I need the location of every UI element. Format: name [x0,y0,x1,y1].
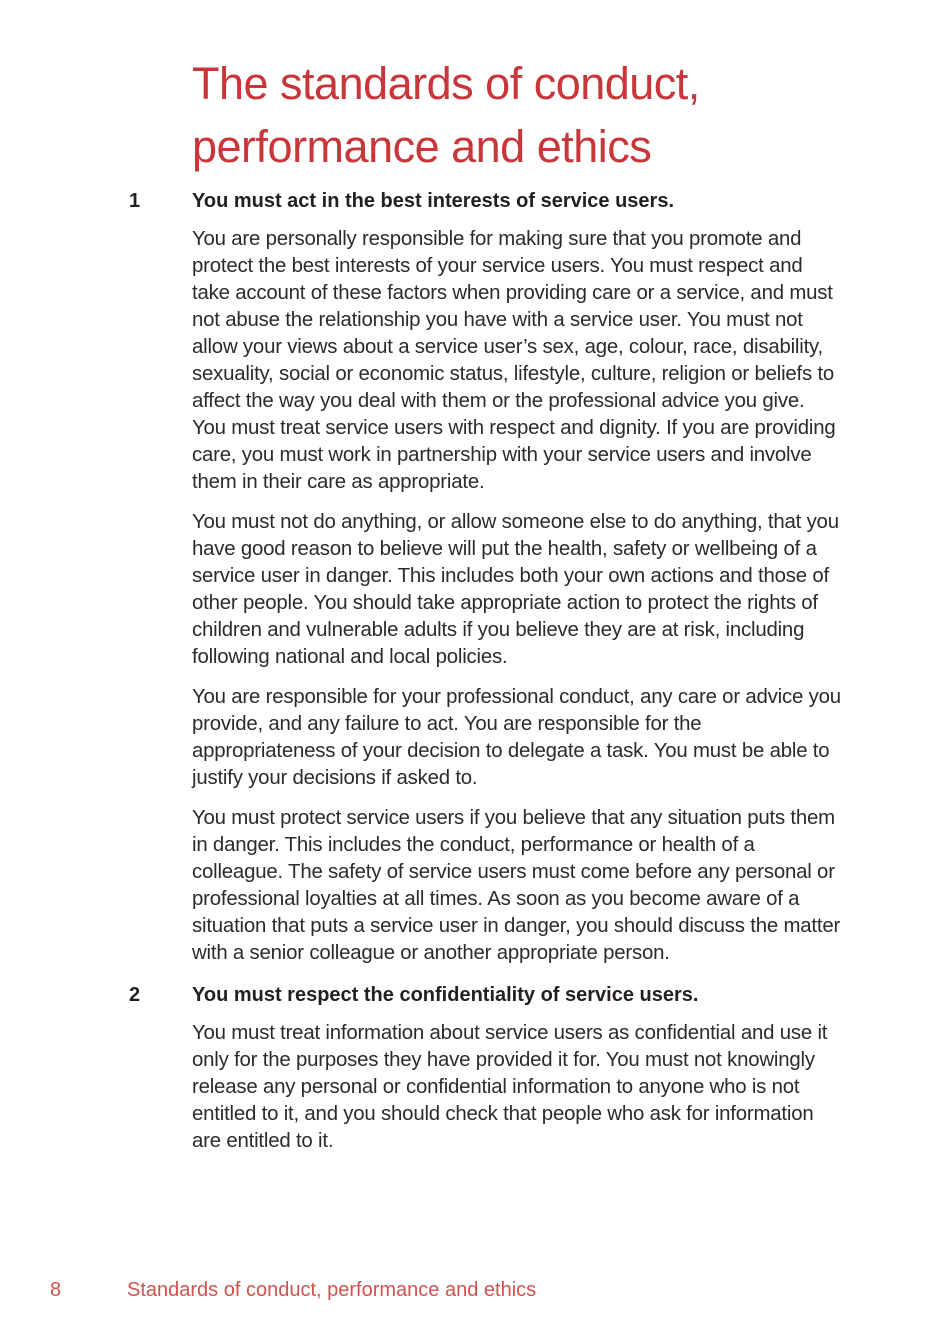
standards-list [0,186,950,1168]
paragraph: You must protect service users if you believe that any situation puts them in danger. This includes the conduct, performance or health of a colleague. The safety of service users must come before any personal or professional loyalties at all times. As soon as you become aware of a situation that puts a service user in danger, you should discuss the matter with a senior colleague or another appropriate person. [192,807,841,964]
section-heading [0,186,950,216]
paragraph: You are personally responsible for making sure that you promote and protect the best interests of your service users. You must respect and take account of these factors when providing care or a service, and must not abuse the relationship you have with a service user. You must not allow your views about a service user’s sex, age, colour, race, disability, sexuality, social or economic status, lifestyle, culture, religion or beliefs to affect the way you deal with them or the professional advice you give. You must treat service users with respect and dignity. If you are providing care, you must work in partnership with your service users and involve them in their care as appropriate. [192,228,836,493]
title-line-2: performance and ethics [192,121,652,172]
paragraph: You are responsible for your professional conduct, any care or advice you provide, and any failure to act. You are responsible for the appropriateness of your decision to delegate a task. You must be able to justify your decisions if asked to. [192,686,841,789]
section-title: You must act in the best interests of service users. [192,190,675,212]
running-title: Standards of conduct, performance and ethics [127,1279,537,1301]
page-title [192,52,912,178]
title-line-1: The standards of conduct, [192,58,700,109]
section-title: You must respect the confidentiality of service users. [192,984,699,1006]
standard-section-2 [0,980,950,1155]
paragraph: You must not do anything, or allow someone else to do anything, that you have good reason to believe will put the health, safety or wellbeing of a service user in danger. This includes both your own actions and those of other people. You should take appropriate action to protect the rights of children and vulnerable adults if you believe they are at risk, including following national and local policies. [192,511,839,668]
section-number: 2 [129,984,141,1006]
paragraph: You must treat information about service users as confidential and use it only for the purposes they have provided it for. You must not knowingly release any personal or confidential information to anyone who is not entitled to it, and you should check that people who ask for information are entitled to it. [192,1022,828,1152]
page-number: 8 [50,1279,62,1301]
section-heading [0,980,950,1010]
section-number: 1 [129,190,141,212]
standard-section-1 [0,186,950,967]
